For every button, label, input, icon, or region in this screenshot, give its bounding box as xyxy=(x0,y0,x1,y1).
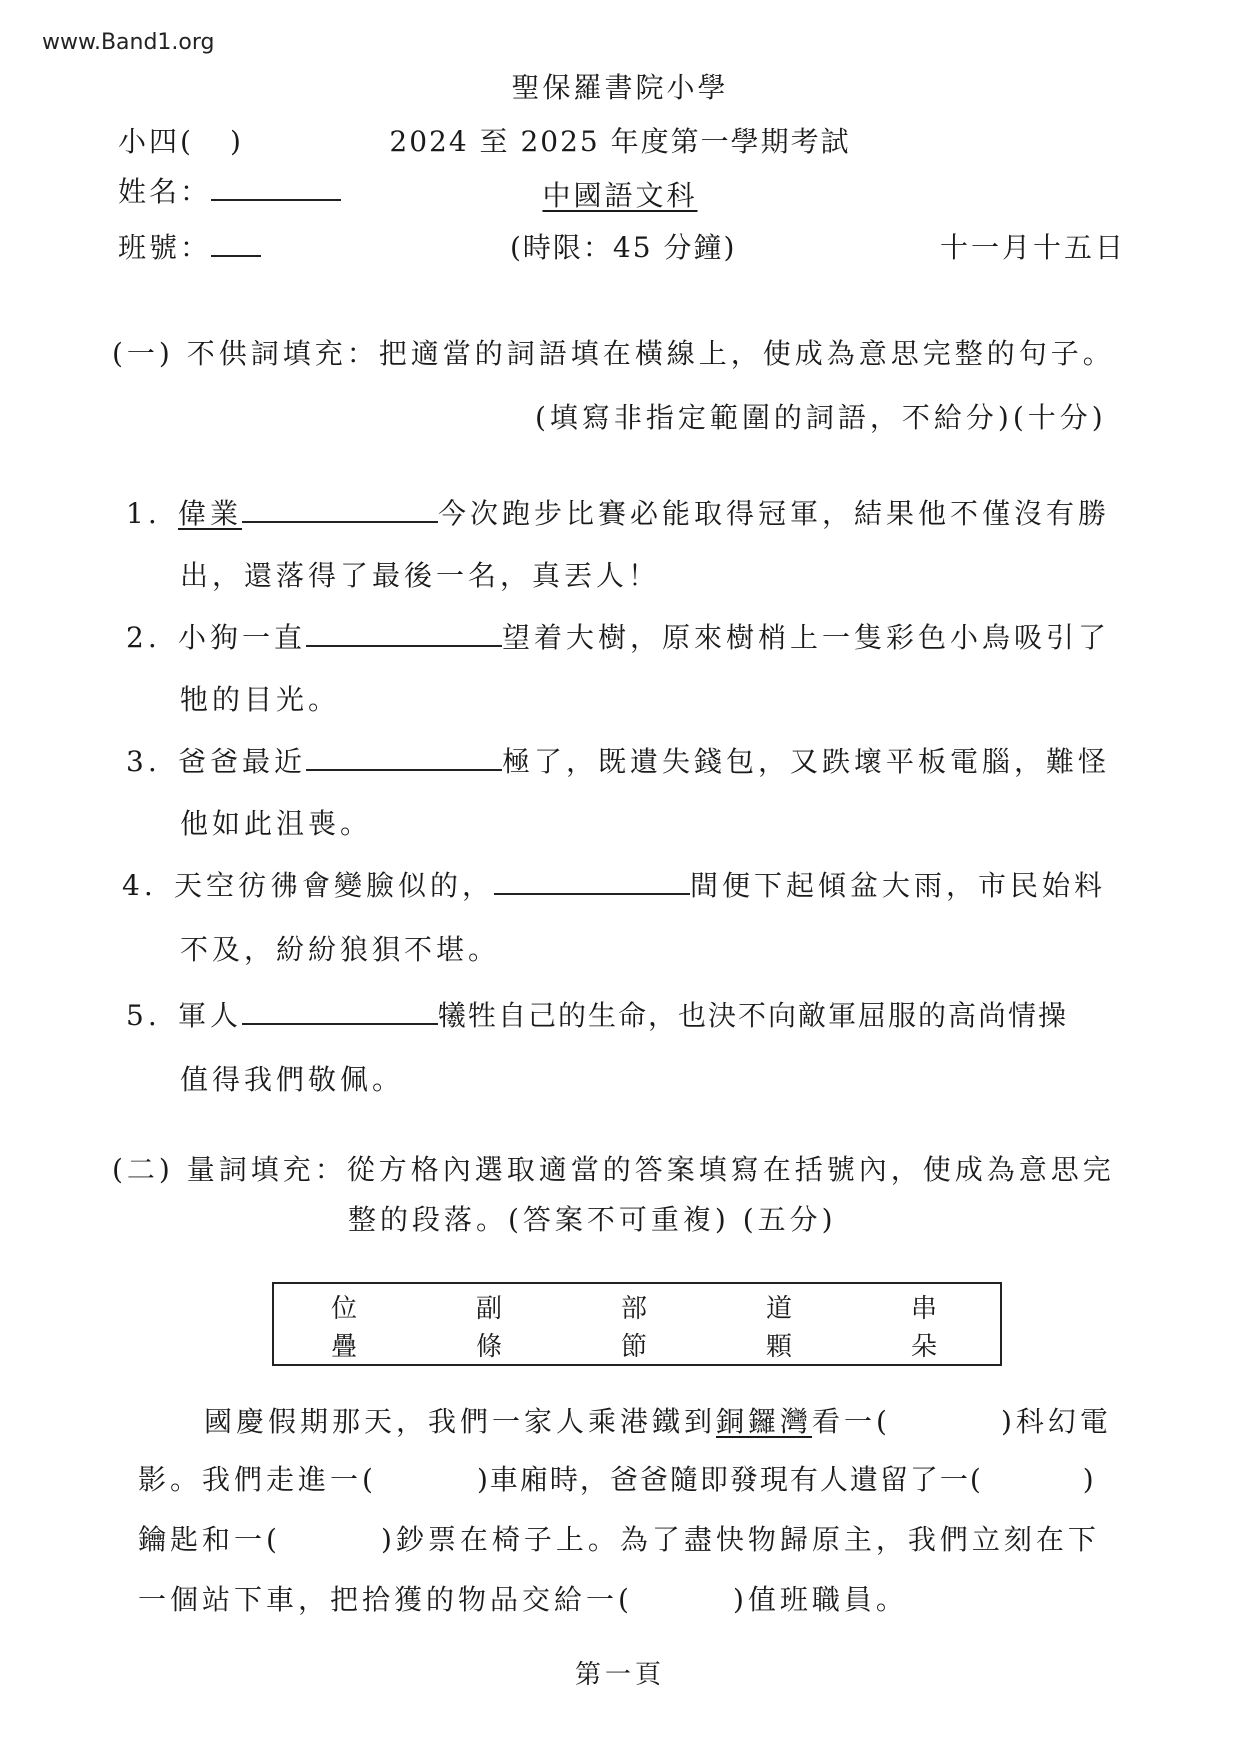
question-3 xyxy=(126,740,1110,780)
passage-place: 銅鑼灣 xyxy=(716,1405,813,1438)
number-field[interactable] xyxy=(118,226,261,266)
section1-title: (一) 不供詞填充：把適當的詞語填在橫線上，使成為意思完整的句子。 xyxy=(112,337,1115,370)
section1-note: (填寫非指定範圍的詞語，不給分)(十分) xyxy=(535,401,1107,434)
number-label: 班號： xyxy=(118,231,212,264)
class-label-open: 小四( xyxy=(118,125,194,158)
question-number: 4. xyxy=(122,869,157,902)
exam-title: 2024 至 2025 年度第一學期考試 xyxy=(389,125,851,158)
passage-text: 國慶假期那天，我們一家人乘港鐵到 xyxy=(204,1405,717,1438)
passage-text: 看一( xyxy=(812,1405,891,1438)
question-4 xyxy=(122,864,1106,904)
word-bank-box xyxy=(272,1282,1002,1366)
question-text-before: 小狗一直 xyxy=(178,621,307,654)
question-number: 1. xyxy=(126,497,161,530)
answer-blank-2[interactable] xyxy=(306,645,502,647)
passage-text: )值班職員。 xyxy=(732,1583,908,1616)
passage-line-3 xyxy=(138,1518,1100,1558)
question-1 xyxy=(126,492,1110,532)
question-1-line2: 出，還落得了最後一名，真丟人！ xyxy=(180,559,661,592)
answer-blank-4[interactable] xyxy=(494,893,690,895)
word-bank-item: 朵 xyxy=(910,1332,937,1362)
exam-date: 十一月十五日 xyxy=(940,231,1127,264)
passage-line-4 xyxy=(138,1578,908,1618)
word-bank-item: 道 xyxy=(765,1294,792,1324)
question-number: 3. xyxy=(126,745,161,778)
name-label: 姓名： xyxy=(118,175,212,208)
word-bank-item: 位 xyxy=(330,1294,357,1324)
question-text-after: 望着大樹，原來樹梢上一隻彩色小鳥吸引了 xyxy=(502,621,1111,654)
subject-title: 中國語文科 xyxy=(542,179,698,212)
question-text-before: 軍人 xyxy=(178,999,243,1032)
word-bank-item: 顆 xyxy=(765,1332,792,1362)
question-4-line2: 不及，紛紛狼狽不堪。 xyxy=(180,933,501,966)
question-2 xyxy=(126,616,1110,656)
passage-text: )鈔票在椅子上。為了盡快物歸原主，我們立刻在下 xyxy=(380,1523,1100,1556)
word-bank-item: 條 xyxy=(475,1332,502,1362)
word-bank-item: 串 xyxy=(910,1294,937,1324)
passage-text: 鑰匙和一( xyxy=(138,1523,281,1556)
passage-text: )科幻電 xyxy=(1000,1405,1112,1438)
passage-text: )車廂時，爸爸隨即發現有人遺留了一( xyxy=(476,1463,983,1496)
question-text-before: 偉業 xyxy=(178,497,243,530)
answer-blank-3[interactable] xyxy=(306,769,502,771)
question-text-after: 犧牲自己的生命，也決不向敵軍屈服的高尚情操 xyxy=(438,999,1069,1032)
number-blank[interactable] xyxy=(211,255,261,257)
passage-text: 影。我們走進一( xyxy=(138,1463,377,1496)
question-text-before: 天空彷彿會變臉似的， xyxy=(174,869,495,902)
question-text-before: 爸爸最近 xyxy=(178,745,307,778)
passage-line-1 xyxy=(204,1400,1112,1440)
question-5-line2: 值得我們敬佩。 xyxy=(180,1063,405,1096)
word-bank-item: 疊 xyxy=(330,1332,357,1362)
word-bank-item: 部 xyxy=(620,1294,647,1324)
question-text-after: 間便下起傾盆大雨，市民始料 xyxy=(690,869,1107,902)
time-limit: (時限：45 分鐘) xyxy=(510,231,737,264)
word-bank-item: 副 xyxy=(475,1294,502,1324)
question-text-after: 極了，既遺失錢包，又跌壞平板電腦，難怪 xyxy=(502,745,1111,778)
passage-line-2 xyxy=(138,1458,1098,1498)
section2-title: (二) 量詞填充：從方格內選取適當的答案填寫在括號內，使成為意思完 xyxy=(112,1153,1115,1186)
watermark[interactable]: www.Band1.org xyxy=(42,30,215,55)
question-text-after: 今次跑步比賽必能取得冠軍，結果他不僅沒有勝 xyxy=(438,497,1111,530)
question-number: 5. xyxy=(126,999,161,1032)
passage-text: 一個站下車，把拾獲的物品交給一( xyxy=(138,1583,633,1616)
question-2-line2: 牠的目光。 xyxy=(180,683,341,716)
class-label-close: ) xyxy=(229,125,244,158)
word-bank-item: 節 xyxy=(620,1332,647,1362)
school-name: 聖保羅書院小學 xyxy=(511,71,729,104)
section2-title-line2: 整的段落。(答案不可重複) (五分) xyxy=(348,1203,837,1236)
page-number: 第一頁 xyxy=(574,1660,665,1690)
answer-blank-1[interactable] xyxy=(242,521,438,523)
question-5 xyxy=(126,994,1068,1034)
answer-blank-5[interactable] xyxy=(242,1023,438,1025)
question-number: 2. xyxy=(126,621,161,654)
passage-text: ) xyxy=(1082,1463,1098,1496)
question-3-line2: 他如此沮喪。 xyxy=(180,807,373,840)
